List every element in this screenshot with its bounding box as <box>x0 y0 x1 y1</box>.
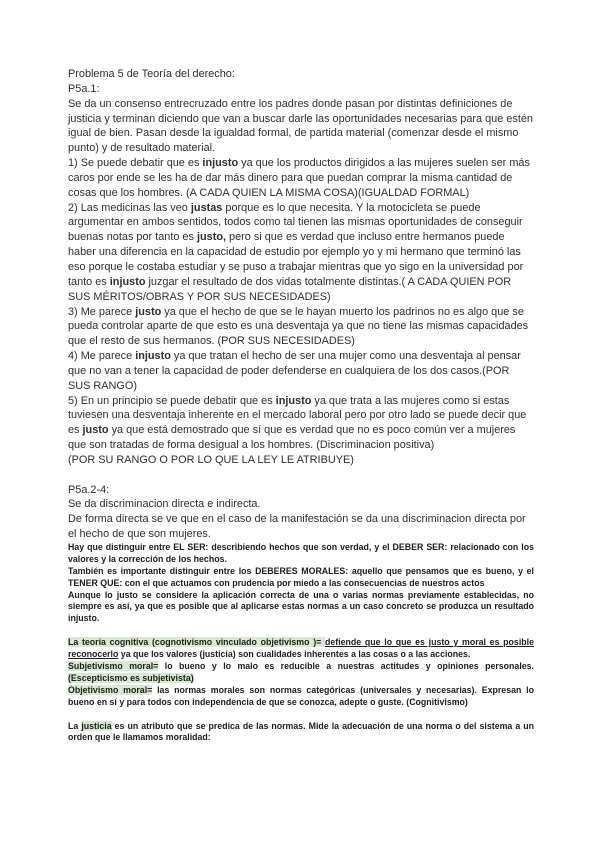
paragraph <box>68 721 534 745</box>
highlighted-text-segment: Subjetivismo moral= <box>68 661 159 671</box>
text-segment: ya que tratan el hecho de ser una mujer como una desventaja al pensar que no van a tener la capacidad de poder defenderse en cualquiera de los dos casos.(POR SUS RANGO) <box>68 350 521 392</box>
text-segment: porque es lo que necesita. Y la motocicleta se puede argumentar en ambos sentidos, todos como tal tienen las mismas oportunidades de conseguir buenas notas por tanto es <box>68 201 523 244</box>
paragraph <box>68 685 534 709</box>
paragraph <box>68 542 534 566</box>
paragraph <box>68 497 534 512</box>
text-segment: Problema 5 de Teoría del derecho: <box>68 68 235 80</box>
text-segment: ya que está demostrado que sí que es verdad que no es poco común ver a mujeres que son tratadas de forma desigual a los hombres. (Discriminacion positiva) <box>68 424 516 452</box>
paragraph <box>68 566 534 590</box>
paragraph <box>68 305 534 350</box>
paragraph <box>68 156 534 201</box>
text-segment: La <box>68 720 82 731</box>
paragraph <box>68 453 534 468</box>
text-segment: P5a.1: <box>68 82 100 95</box>
text-segment: ya que los valores (justicia) son cualidades inherentes a las cosas o a las acciones. <box>118 649 471 660</box>
text-segment: (POR SU RANGO O POR LO QUE LA LEY LE ATRIBUYE) <box>68 453 354 466</box>
document-page <box>68 67 534 744</box>
paragraph <box>68 201 534 305</box>
highlighted-text-segment: (Escepticismo es subjetivista) <box>68 672 194 683</box>
text-segment: las normas morales son normas categóricas (universales y necesarias). Expresan lo bueno en sí y para todos con independencia de que se conozca, adepte o guste. (Cognitivismo) <box>68 684 535 707</box>
text-segment: juzgar el resultado de dos vidas totalmente distintas.( A CADA QUIEN POR SUS MÉRITOS/OBRAS Y POR SUS NECESIDADES) <box>68 275 512 303</box>
text-segment: justo <box>135 305 162 318</box>
text-segment: 1) Se puede debatir que es <box>68 157 203 170</box>
paragraph <box>68 590 534 626</box>
text-segment: injusto <box>202 157 239 170</box>
text-segment: defiende que lo que es justo y moral es posible reconocerlo <box>68 637 534 660</box>
highlighted-text-segment: Objetivismo moral= <box>68 684 153 695</box>
paragraph <box>68 82 534 97</box>
text-segment: P5a.2-4: <box>68 483 110 496</box>
text-segment: También es importante distinguir entre los DEBERES MORALES: aquello que pensamos que es bueno, y el TENER QUE: con el que actuamos con prudencia por miedo a las consecuencias de nuestros actos <box>68 565 534 588</box>
text-segment: justo <box>82 424 109 437</box>
paragraph <box>68 394 534 453</box>
paragraph <box>68 512 534 542</box>
paragraph <box>68 661 534 685</box>
text-segment: De forma directa se ve que en el caso de la manifestación se da una discriminacion directa por el hecho de que son mujeres. <box>68 513 526 541</box>
text-segment: 2) Las medicinas las veo <box>68 201 191 214</box>
highlighted-text-segment: La teoría cognitiva (cognotivismo vinculado objetivismo )= <box>68 637 325 648</box>
text-segment: injusto <box>275 394 312 407</box>
text-segment: 5) En un principio se puede debatir que es <box>68 394 276 407</box>
text-segment: pero si que es verdad que incluso entre hermanos puede haber una diferencia en la capacidad de estudio por ejemplo yo y mi hermano que terminó las eso porque le costaba estudiar y se puso a trabajar mientras que yo sigo en la universidad por tanto es <box>68 231 524 288</box>
paragraph <box>68 67 534 82</box>
text-segment: Se da discriminacion directa e indirecta. <box>68 498 261 511</box>
text-segment: injusto <box>135 350 171 363</box>
paragraph <box>68 483 534 498</box>
text-segment: es un atributo que se predica de las normas. Mide la adecuación de una norma o del sistema a un orden que le llamamos moralidad: <box>68 720 535 743</box>
text-segment: Hay que distinguir entre EL SER: describiendo hechos que son verdad, y el DEBER SER: relacionado con los valores y la corrección de los hechos. <box>68 541 534 564</box>
text-segment: lo bueno y lo malo es reducible a nuestras actitudes y opiniones personales. <box>158 661 534 671</box>
text-segment: ya que el hecho de que se le hayan muerto los padrinos no es algo que se pueda controlar aparte de que esto es una desventaja ya que no tiene las mismas capacidades que el resto de sus hermanos. (POR SUS NECESIDADES) <box>68 305 529 348</box>
paragraph <box>68 637 534 661</box>
text-segment: justo, <box>196 231 227 244</box>
text-segment: injusto <box>109 275 146 288</box>
paragraph <box>68 97 534 156</box>
text-segment: ya que trata a las mujeres como si estas tuviesen una desventaja inherente en el mercado laboral pero por otro lado se puede decir que es <box>68 394 527 437</box>
highlighted-text-segment: justicia <box>81 720 112 731</box>
text-segment: Aunque lo justo se considere la aplicación correcta de una o varias normas previamente establecidas, no siempre es así, ya que es posible que al aplicarse estas normas a un caso concreto se produzca un resultado injusto. <box>68 589 534 624</box>
text-segment: ya que los productos dirigidos a las mujeres suelen ser más caros por ende se les ha de dar más dinero para que puedan comprar la misma cantidad de cosas que los hombres. (A CADA QUIEN LA MISMA COSA)(IGUALDAD FORMAL) <box>68 157 530 199</box>
text-segment: 3) Me parece <box>68 305 136 318</box>
text-segment: justas <box>190 201 223 214</box>
text-segment: 4) Me parece <box>68 350 136 363</box>
text-segment: Se da un consenso entrecruzado entre los padres donde pasan por distintas definiciones de justicia y terminan diciendo que van a buscar darle las oportunidades necesarias para que estén igual de bien. Pasan desde la igualdad formal, de partida material (comenzar desde el mismo punto) y de resultado material. <box>68 97 533 155</box>
paragraph <box>68 349 534 394</box>
